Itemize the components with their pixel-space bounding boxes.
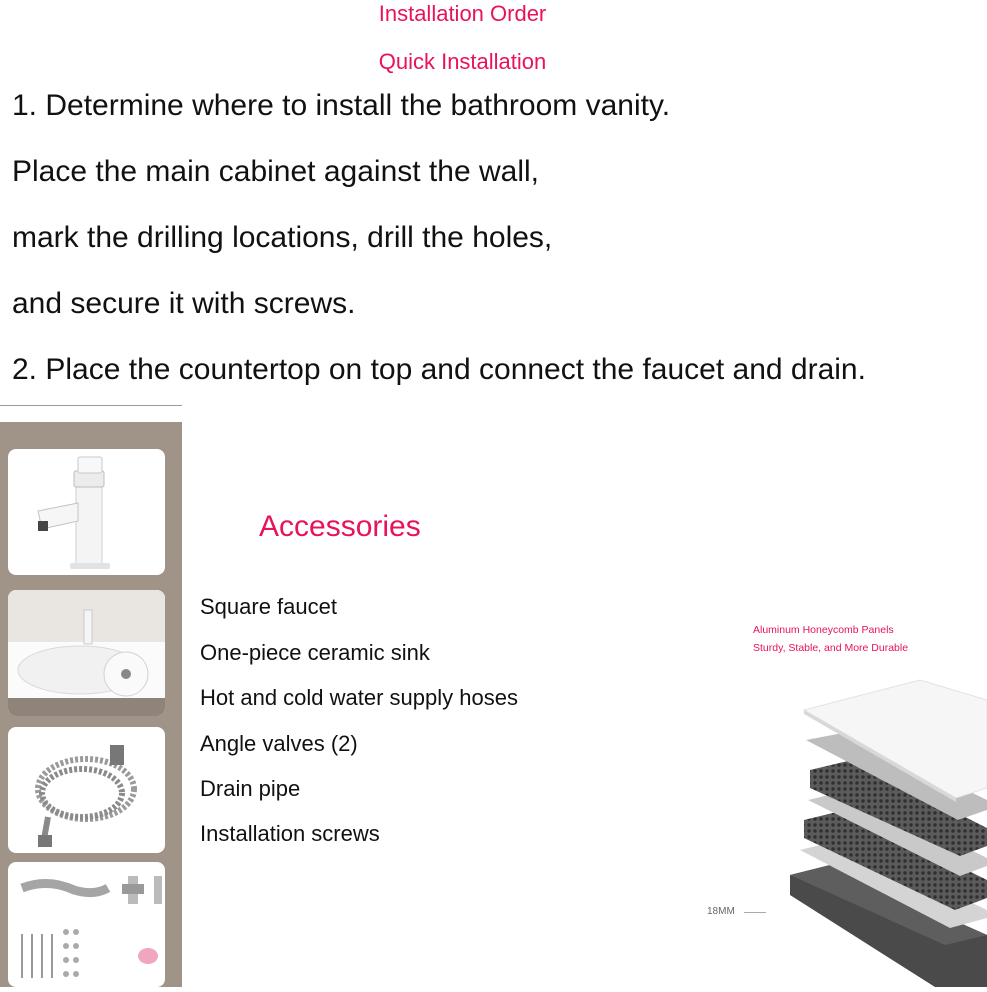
step-1-line-1: 1. Determine where to install the bathroom vanity. bbox=[12, 89, 671, 122]
step-1-line-3: mark the drilling locations, drill the holes, bbox=[12, 221, 553, 254]
accessory-item: One-piece ceramic sink bbox=[200, 640, 430, 665]
accessory-item: Drain pipe bbox=[200, 776, 301, 801]
honeycomb-panel-layers-image bbox=[770, 660, 987, 987]
step-2-line: 2. Place the countertop on top and connect the faucet and drain. bbox=[12, 353, 866, 386]
hoses-image bbox=[8, 727, 165, 853]
sink-image bbox=[8, 590, 165, 716]
hardware-image bbox=[8, 862, 165, 987]
thickness-pointer bbox=[744, 912, 766, 913]
accessory-item: Installation screws bbox=[200, 821, 380, 846]
faucet-image bbox=[8, 449, 165, 575]
thumbnail-strip bbox=[0, 422, 182, 987]
accessory-item: Square faucet bbox=[200, 594, 337, 619]
accessories-title: Accessories bbox=[259, 510, 421, 543]
panel-label-line-2: Sturdy, Stable, and More Durable bbox=[753, 642, 909, 654]
step-1-line-2: Place the main cabinet against the wall, bbox=[12, 155, 539, 188]
accessory-item: Angle valves (2) bbox=[200, 731, 358, 756]
thickness-label: 18MM bbox=[707, 906, 735, 917]
step-1-line-4: and secure it with screws. bbox=[12, 287, 356, 320]
quick-installation-heading: Quick Installation bbox=[378, 49, 547, 74]
panel-label-line-1: Aluminum Honeycomb Panels bbox=[753, 624, 894, 636]
installation-order-heading: Installation Order bbox=[378, 1, 547, 26]
divider bbox=[0, 405, 182, 406]
accessory-item: Hot and cold water supply hoses bbox=[200, 685, 518, 710]
